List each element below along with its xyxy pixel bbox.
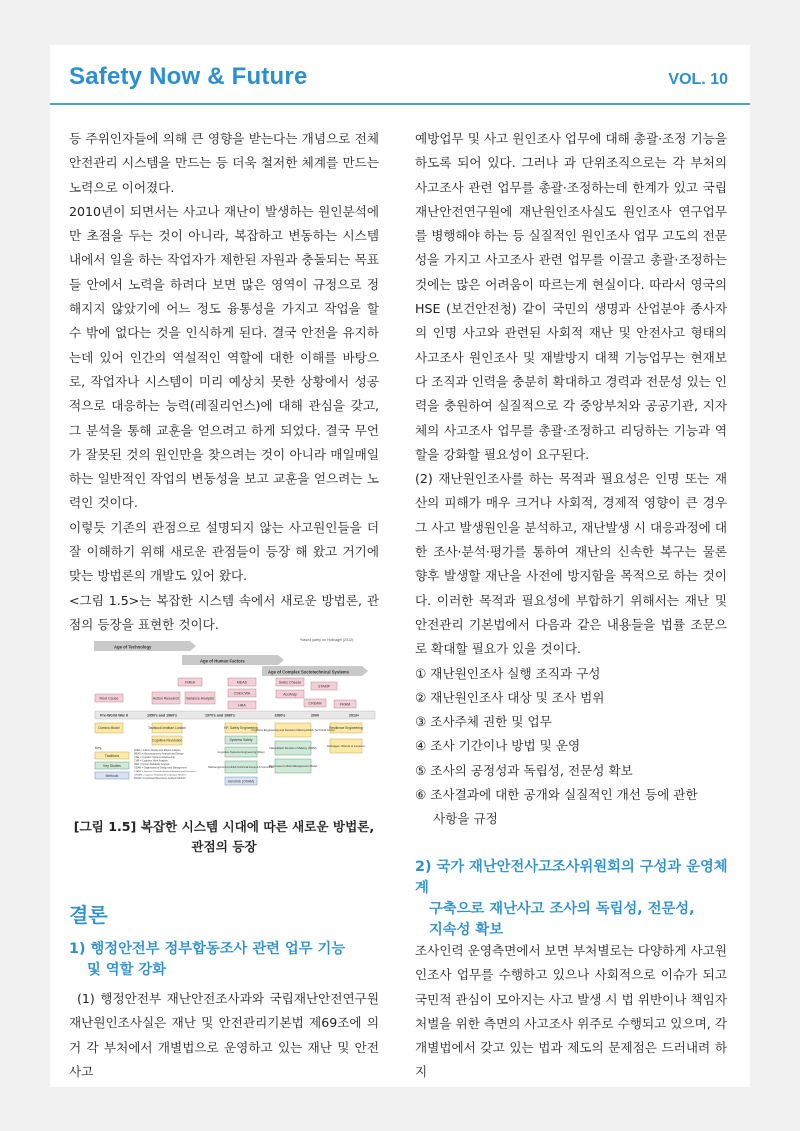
caption-line: 관점의 등장 — [191, 839, 257, 854]
abbreviation: STAMP = Systems-Theoretic Accident Modeling and Processes — [134, 771, 196, 773]
list-item: ④ 조사 기간이나 방법 및 운영 — [415, 738, 581, 754]
study-box: Cognitive Systems Engineering (Rise) — [217, 750, 265, 754]
abbreviation: CSE = Cognitive Systems Engineering — [134, 756, 175, 759]
volume-label: VOL. 10 — [668, 71, 728, 88]
paragraph: 예방업무 및 사고 원인조사 업무에 대해 총괄·조정 기능을 하도록 되어 있다. 그러나 과 단위조직으로는 각 부처의 사고조사 관련 업무를 총괄·조정하는데 한계가 있고 국립재난안전연구원에 재난원인조사실도 원인조사 연구업무를 병행해야 하는 등 실질적인 원인조사 업무 고도의 전문성을 가지고 사고조사 관련 업무를 이끌고 총괄·조정하는 것에는 많은 어려움이 따르는게 현실이다. 따라서 영국의 HSE (보건안전청) 같이 국민의 생명과 산업분야 종사자의 인명 사고와 관련된 사회적 재난 및 안전사고 형태의 사고조사 원인조사 및 재발방지 대책 기능업무는 현재보다 조직과 인력을 충분히 확대하고 경력과 전문성 있는 인력을 충원하여 실질적으로 각 중앙부처와 공공기관, 지자체의 사고조사 업무를 총괄·조정하고 리딩하는 기능과 역할을 강화할 필요성이 요구된다. — [415, 131, 727, 462]
page-header — [50, 45, 750, 105]
right-column — [415, 127, 727, 832]
abbreviation: FRAM = Functional Resonance Analysis Method — [134, 777, 186, 780]
method-box: CREAM — [308, 701, 322, 706]
method-box: FRAM — [339, 702, 351, 707]
age-label: Age of Human Factors — [200, 658, 245, 664]
document-page — [50, 45, 750, 1087]
figure-caption — [69, 817, 379, 857]
list-item: ⑥ 조사결과에 대한 공개와 실질적인 개선 등에 관한 — [415, 787, 698, 803]
paragraph: (1) 행정안전부 재난안전조사과와 국립재난안전연구원 재난원인조사실은 재난 및 안전관리기본법 제69조에 의거 각 부처에서 개별법으로 운영하고 있는 재난 및 안전사고 — [69, 991, 379, 1079]
timeline-period: 1970's and 1980's — [204, 713, 236, 718]
study-box: Rasmussen's Risk Management Model — [268, 764, 318, 768]
study-box: Naturalistic Decision Making (NDM) — [269, 746, 317, 750]
heading-line: 구축으로 재난사고 조사의 독립성, 전문성, — [429, 901, 695, 917]
heading-line: 2) 국가 재난안전사고조사위원회의 구성과 운영체계 — [415, 859, 728, 896]
timeline-period: 2013+ — [348, 713, 360, 718]
method-box: Action Research — [152, 696, 180, 701]
timeline-period: 2000 — [311, 713, 319, 718]
study-box: Macroergonomics HFES Technical Group ILS Committee — [208, 766, 274, 769]
paragraph: <그림 1.5>는 복잡한 시스템 속에서 새로운 방법론, 관점의 등장을 표현한 것이다. — [69, 592, 379, 632]
paragraph-block — [69, 987, 379, 1084]
key-item: Key Studies — [103, 764, 121, 768]
method-box: AcciMap — [283, 692, 297, 697]
list-item: ⑤ 조사의 공정성과 독립성, 전문성 확보 — [415, 762, 633, 778]
method-box: STAMP — [317, 684, 331, 689]
abbreviation: HRA = Human Reliability Analysis — [134, 763, 170, 766]
method-box: HRA — [238, 703, 246, 708]
method-box: Root Cause — [99, 696, 119, 701]
study-box: Domino Model — [98, 726, 120, 730]
subsection-heading — [69, 939, 379, 981]
paragraph-block — [415, 939, 727, 1085]
method-box: FMEA — [185, 680, 195, 685]
method-box: MEAD — [236, 680, 248, 685]
caption-line: [그림 1.5] 복잡한 시스템 시대에 따른 새로운 방법론, — [73, 819, 375, 834]
study-box: HF, Safety Engineering — [224, 726, 258, 730]
age-label: Age of Complex Sociotechnical Systems — [268, 669, 349, 675]
study-box: Tavistock Institute London — [148, 726, 186, 730]
study-box: Cognitive Revolution — [151, 738, 183, 743]
timeline-period: Pre-World War II — [100, 713, 128, 718]
study-box: Hollnagel, Woods & Leveson — [326, 744, 366, 748]
method-box: Swiss Cheese — [278, 680, 302, 685]
paragraph: (2) 재난원인조사를 하는 목적과 필요성은 인명 또는 재산의 피해가 매우 크거나 사회적, 경제적 영향이 큰 경우 그 사고 발생원인을 분석하고, 재난발생 시 대응과정에 대한 조사·분석·평가를 통하여 재난의 신속한 복구는 물론 향후 발생할 재난을 사전에 방지함을 목적으로 하는 것이다. 이러한 목적과 필요성에 부합하기 위해서는 재난 및 안전관리 기본법에서 다음과 같은 내용들을 법률 조문으로 확대할 필요가 있을 것이다. — [415, 471, 727, 657]
paragraph: 이렇듯 기존의 관점으로 설명되지 않는 사고원인들을 더 잘 이해하기 위해 새로운 관점들이 등장 해 왔고 거기에 맞는 방법론의 개발도 있어 왔다. — [69, 519, 379, 584]
abbreviation: ODAM = Organizational Design and Management — [134, 766, 187, 770]
study-box: Hendrick (ODAM) — [227, 779, 255, 784]
timeline-period: 1990's — [274, 713, 286, 718]
list-item: ① 재난원인조사 실행 조직과 구성 — [415, 665, 601, 681]
heading-line: 및 역할 강화 — [87, 962, 167, 978]
key-item: Methods — [105, 774, 119, 778]
abbreviation: FMEA = Failure Modes and Effects Analysis — [134, 749, 181, 752]
methodology-timeline-figure — [90, 635, 380, 805]
heading-line: 지속성 확보 — [429, 922, 504, 938]
paragraph: 2010년이 되면서는 사고나 재난이 발생하는 원인분석에만 초점을 두는 것이 아니라, 복잡하고 변동하는 시스템 내에서 일을 하는 작업자가 제한된 자원과 충돌되는 목표들 안에서 노력을 하려다 보면 많은 영역이 규정으로 정해지지 않았기에 어느 정도 융통성을 가지고 작업을 할 수 밖에 없다는 것을 인식하게 된다. 결국 안전을 유지하는데 있어 인간의 역설적인 역할에 대한 이해를 바탕으로, 작업자나 시스템이 미리 예상치 못한 상황에서 성공적으로 대응하는 능력(레질리언스)에 대해 관심을 갖고, 그 분석을 통해 교훈을 얻으려고 하게 되었다. 결국 무언가 잘못된 것의 원인만을 찾으려는 것이 아니라 매일매일 하는 일반적인 작업의 변동성을 보고 교훈을 얻으려는 노력인 것이다. — [69, 203, 379, 511]
study-box: Systems Safety — [229, 738, 253, 742]
magazine-title: Safety Now & Future — [69, 63, 308, 90]
heading-line: 1) 행정안전부 정부합동조사 관련 업무 기능 — [69, 941, 346, 957]
section-heading: 결론 — [69, 903, 108, 927]
list-item: ② 재난원인조사 대상 및 조사 범위 — [415, 689, 605, 705]
method-box: Variance Analysis — [185, 696, 215, 701]
list-item-continuation: 사항을 규정 — [433, 811, 498, 827]
subsection-heading — [415, 857, 735, 941]
left-column — [69, 127, 379, 637]
paragraph: 조사인력 운영측면에서 보면 부처별로는 다양하게 사고원인조사 업무를 수행하고 있으나 사회적으로 이슈가 되고 국민적 관심이 모아지는 사고 발생 시 법 위반이나 책임자 처벌을 위한 측면의 사고조사 위주로 수행되고 있으며, 각 개별법에서 갖고 있는 법과 제도의 문제점은 드러내려 하지 — [415, 943, 727, 1080]
age-label: Age of Technology — [114, 644, 152, 650]
list-item: ③ 조사주체 권한 및 업무 — [415, 714, 552, 730]
key-title: Key: — [95, 746, 103, 750]
abbreviation: CWA = Cognitive Work Analysis — [134, 759, 168, 763]
key-item: Traditions — [104, 754, 120, 758]
study-box: Resilience Engineering — [329, 726, 363, 730]
source-note: *based partly on Hollnagel (2012) — [300, 638, 354, 642]
study-box: Cognitive Engineering and Decision Making HFES Technical Group — [251, 728, 335, 732]
paragraph: 등 주위인자들에 의해 큰 영향을 받는다는 개념으로 전체 안전관리 시스템을 만드는 등 더욱 철저한 체계를 만드는 노력으로 이어졌다. — [69, 131, 379, 195]
abbreviation: CREAM = Cognitive Reliability Error Analysis Method — [134, 774, 186, 777]
timeline-period: 1950's and 1960's — [146, 713, 178, 718]
method-box: CSE/CWA — [233, 691, 251, 696]
abbreviation: MEAD = Macroergonomic Analysis and Design — [134, 752, 184, 756]
